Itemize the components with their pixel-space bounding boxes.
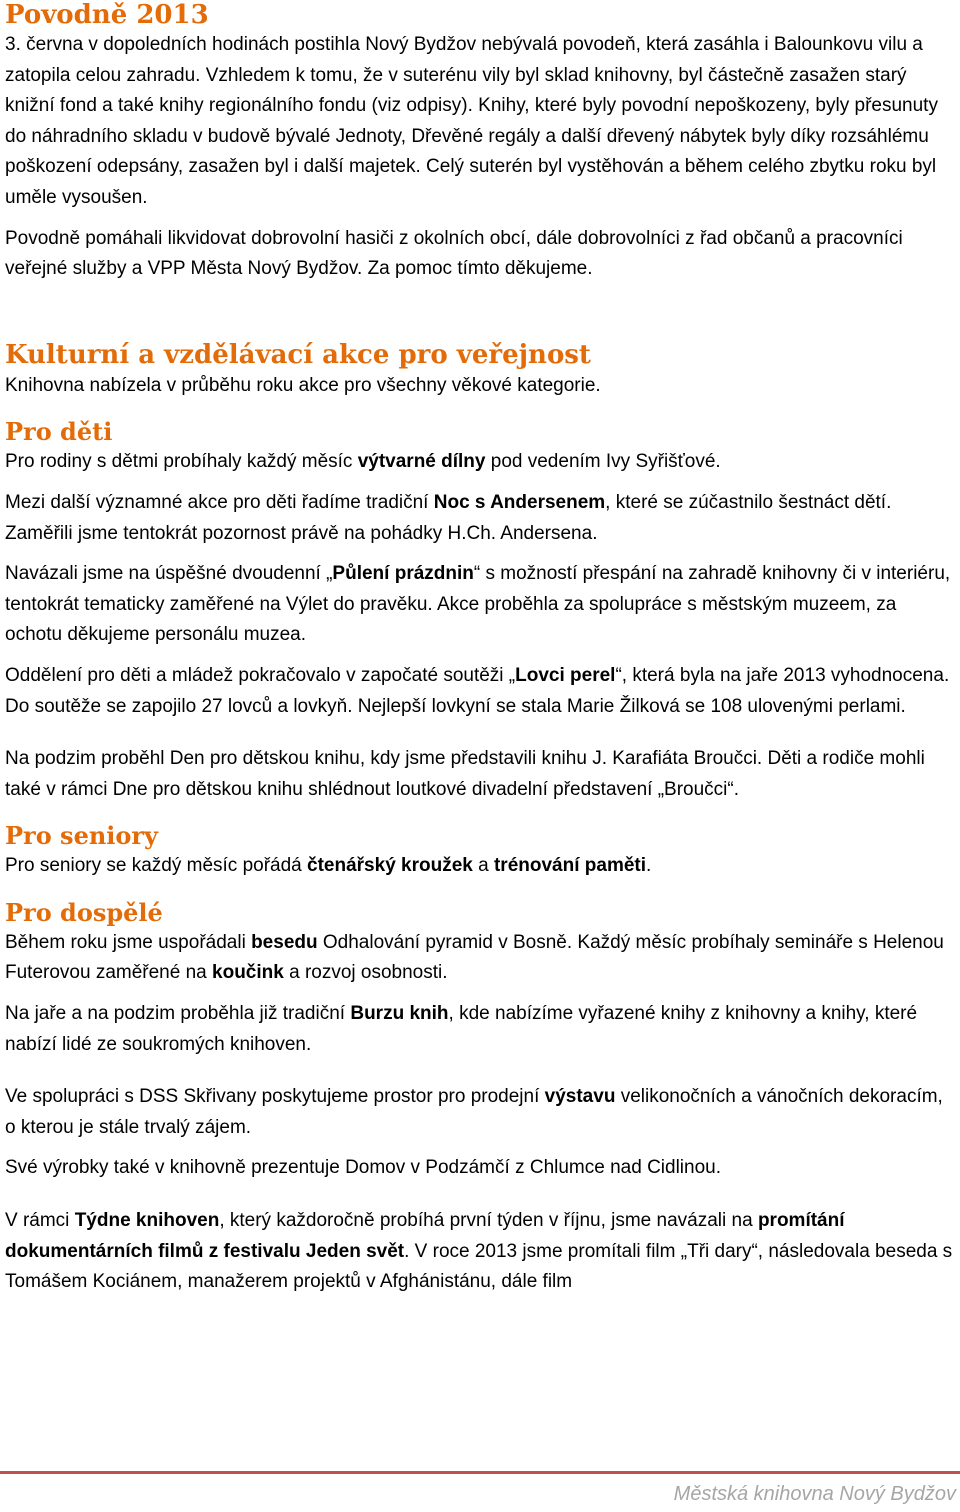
paragraph-kids-3: Navázali jsme na úspěšné dvoudenní „Půlení prázdnin“ s možností přespání na zahradě knihovny či v interiéru, tentokrát tematicky zaměřené na Výlet do pravěku. Akce proběhla za spolupráce s městským muzeem, za ochotu děkujeme personálu muzea.	[5, 563, 951, 646]
paragraph-adults-5: V rámci Týdne knihoven, který každoročně probíhá první týden v říjnu, jsme navázali na promítání dokumentárních filmů z festivalu Jeden svět. V roce 2013 jsme promítali film „Tři dary“, následovala beseda s Tomášem Kociánem, manažerem projektů v Afghánistánu, dále film	[5, 1210, 953, 1293]
paragraph-kids-4: Oddělení pro děti a mládež pokračovalo v započaté soutěži „Lovci perel“, která byla na jaře 2013 vyhodnocena. Do soutěže se zapojilo 27 lovců a lovkyň. Nejlepší lovkyní se stala Marie Žilková se 108 ulovenými perlami.	[5, 664, 950, 717]
heading-floods: Povodně 2013	[5, 0, 209, 30]
paragraph-floods-1: 3. června v dopoledních hodinách postihla Nový Bydžov nebývalá povodeň, která zasáhla i Balounkovu vilu a zatopila celou zahradu. Vzhledem k tomu, že v suterénu vily byl sklad knihovny, byl částečně zasažen starý knižní fond a také knihy regionálního fondu (viz odpisy). Knihy, které byly povodní nepoškozeny, byly přesunuty do náhradního skladu v budově bývalé Jednoty, Dřevěné regály a další dřevený nábytek byly díky rozsáhlému poškození odepsány, zasažen byl i další majetek. Celý suterén byl vystěhován a během celého zbytku roku byl uměle vysoušen.	[5, 34, 938, 208]
paragraph-adults-2: Na jaře a na podzim proběhla již tradiční Burzu knih, kde nabízíme vyřazené knihy z knihovny a knihy, které nabízí lidé ze soukromých knihoven.	[5, 1003, 918, 1055]
paragraph-floods-2: Povodně pomáhali likvidovat dobrovolní hasiči z okolních obcí, dále dobrovolníci z řad občanů a pracovníci veřejné služby a VPP Města Nový Bydžov. Za pomoc tímto děkujeme.	[5, 227, 903, 280]
paragraph-kids-2: Mezi další významné akce pro děti řadíme tradiční Noc s Andersenem, které se zúčastnilo šestnáct dětí. Zaměřili jsme tentokrát pozornost právě na pohádky H.Ch. Andersena.	[5, 491, 892, 544]
paragraph-adults-1: Během roku jsme uspořádali besedu Odhalování pyramid v Bosně. Každý měsíc probíhaly semináře s Helenou Futerovou zaměřené na koučink a rozvoj osobnosti.	[5, 931, 944, 984]
heading-kids: Pro děti	[5, 417, 113, 447]
paragraph-kids-1: Pro rodiny s dětmi probíhaly každý měsíc výtvarné dílny pod vedením Ivy Syřišťové.	[5, 451, 721, 473]
paragraph-kids-5: Na podzim proběhl Den pro dětskou knihu, kdy jsme představili knihu J. Karafiáta Broučci. Děti a rodiče mohli také v rámci Dne pro dětskou knihu shlédnout loutkové divadelní představení „Broučci“.	[5, 748, 925, 800]
heading-adults: Pro dospělé	[5, 897, 163, 927]
footer-library-name: Městská knihovna Nový Bydžov	[673, 1483, 956, 1505]
paragraph-seniors-1: Pro seniory se každý měsíc pořádá čtenářský kroužek a trénování paměti.	[5, 855, 652, 877]
paragraph-adults-3: Ve spolupráci s DSS Skřivany poskytujeme prostor pro prodejní výstavu velikonočních a vánočních dekoracím, o kterou je stále trvalý zájem.	[5, 1086, 943, 1138]
paragraph-culture-1: Knihovna nabízela v průběhu roku akce pro všechny věkové kategorie.	[5, 374, 601, 396]
heading-seniors: Pro seniory	[5, 821, 158, 851]
heading-culture: Kulturní a vzdělávací akce pro veřejnost	[5, 339, 591, 370]
paragraph-adults-4: Své výrobky také v knihovně prezentuje Domov v Podzámčí z Chlumce nad Cidlinou.	[5, 1157, 722, 1179]
document-page	[5, 0, 953, 1298]
footer-divider	[0, 1471, 960, 1474]
